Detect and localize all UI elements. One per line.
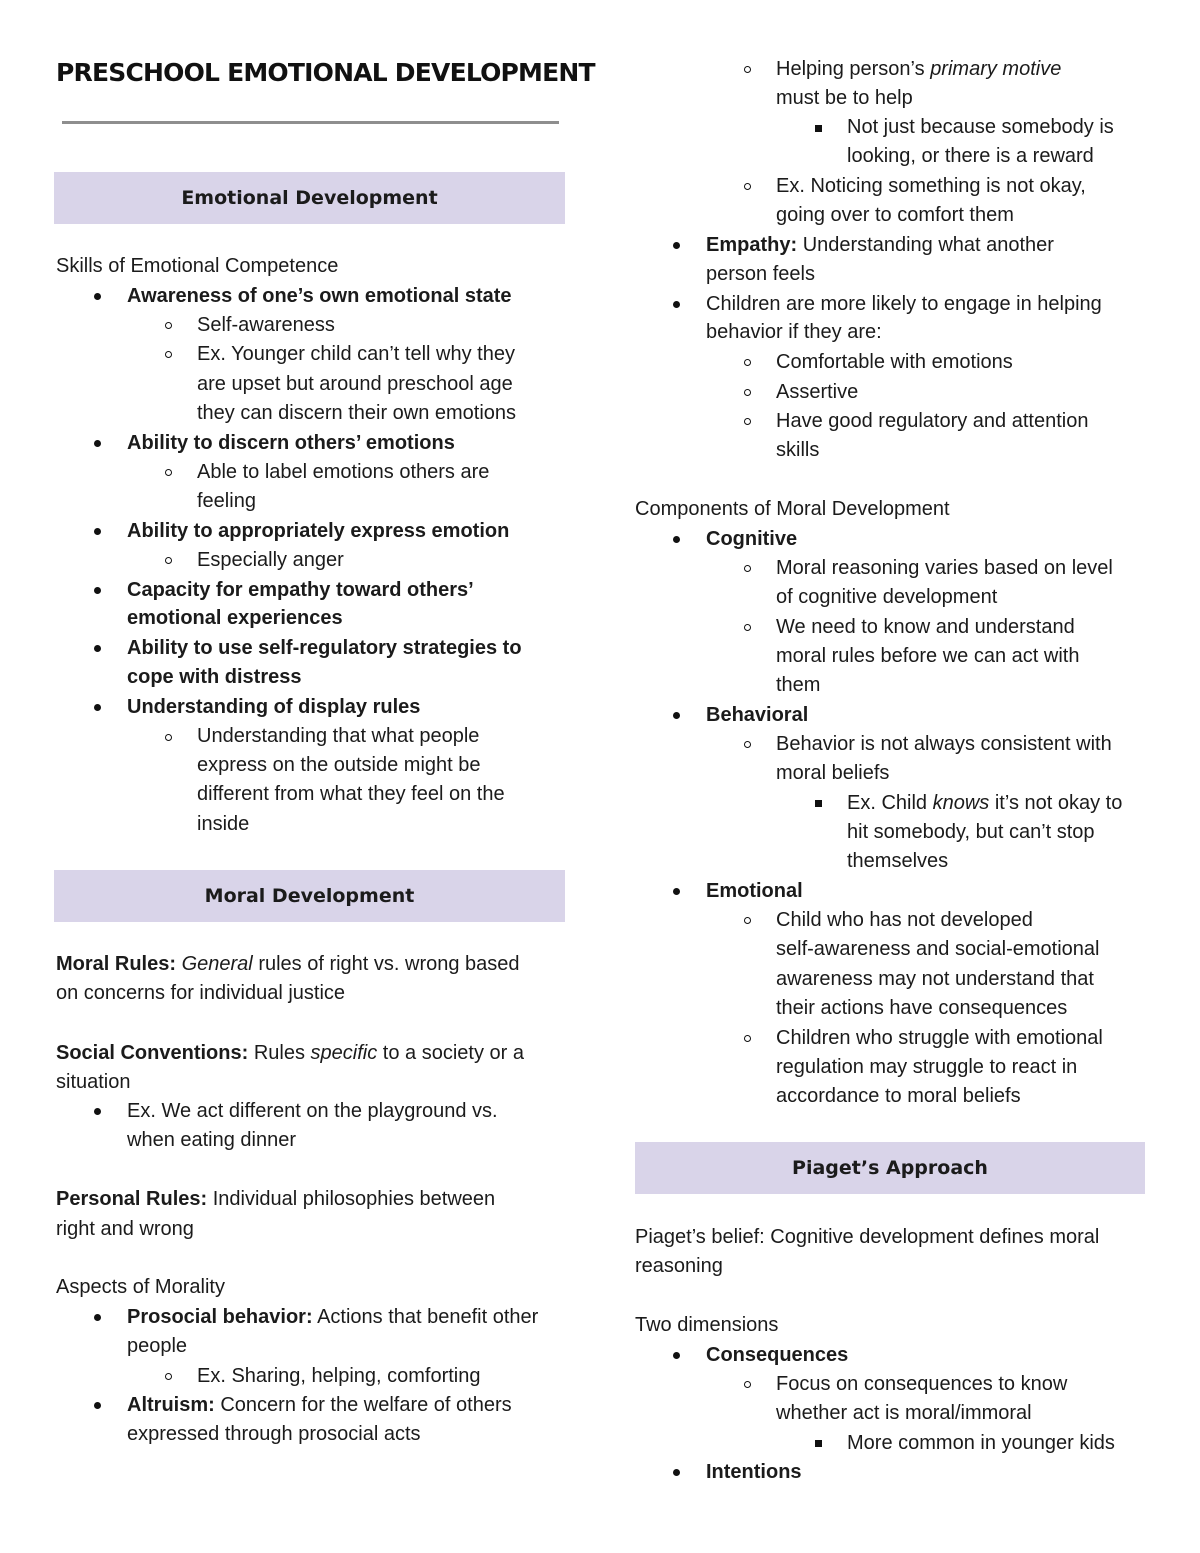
term-label: Prosocial behavior: <box>127 1306 313 1328</box>
list-item-continuation: regulation may struggle to react in <box>776 1056 1078 1078</box>
list-item-continuation: moral beliefs <box>776 762 890 784</box>
bullet-icon <box>673 536 680 543</box>
components-heading: Components of Moral Development <box>635 498 950 520</box>
list-item <box>706 231 1054 261</box>
bullet-icon <box>673 1352 680 1359</box>
bullet-icon <box>94 704 101 711</box>
list-item-continuation: emotional experiences <box>127 607 343 629</box>
definition-continuation: situation <box>56 1071 131 1093</box>
term-label: Social Conventions: <box>56 1042 249 1064</box>
list-item: Child who has not developed <box>776 909 1033 931</box>
list-item-continuation: looking, or there is a reward <box>847 145 1094 167</box>
sub-bullet-icon <box>744 565 751 572</box>
sub-bullet-icon <box>744 1381 751 1388</box>
list-item-continuation: them <box>776 674 821 696</box>
bullet-icon <box>673 712 680 719</box>
list-item-continuation: express on the outside might be <box>197 754 481 776</box>
page-title: PRESCHOOL EMOTIONAL DEVELOPMENT <box>56 58 595 87</box>
skills-heading: Skills of Emotional Competence <box>56 255 339 277</box>
list-item: Have good regulatory and attention <box>776 410 1089 432</box>
definition-continuation: on concerns for individual justice <box>56 982 346 1004</box>
sub-bullet-icon <box>744 183 751 190</box>
square-bullet-icon <box>815 125 822 132</box>
list-item <box>776 55 1061 85</box>
list-item-continuation: their actions have consequences <box>776 997 1068 1019</box>
list-item-continuation: they can discern their own emotions <box>197 402 517 424</box>
list-item: Understanding that what people <box>197 725 480 747</box>
list-item: Children are more likely to engage in helping <box>706 293 1102 315</box>
list-item <box>847 789 1122 819</box>
list-item <box>127 1391 512 1421</box>
square-bullet-icon <box>815 1440 822 1447</box>
list-item: Ex. Younger child can’t tell why they <box>197 343 515 365</box>
list-item: Not just because somebody is <box>847 116 1114 138</box>
list-item-continuation: inside <box>197 813 250 835</box>
list-item-continuation: skills <box>776 439 820 461</box>
list-item-continuation: feeling <box>197 490 256 512</box>
definition-continuation: right and wrong <box>56 1218 194 1240</box>
sub-bullet-icon <box>744 389 751 396</box>
list-item-continuation: accordance to moral beliefs <box>776 1085 1021 1107</box>
list-item: Cognitive <box>706 528 798 550</box>
emphasis-text: General <box>181 953 253 975</box>
list-item: Comfortable with emotions <box>776 351 1013 373</box>
list-item-continuation: different from what they feel on the <box>197 783 505 805</box>
sub-bullet-icon <box>744 917 751 924</box>
list-item: Assertive <box>776 381 859 403</box>
list-item-continuation: are upset but around preschool age <box>197 373 513 395</box>
bullet-icon <box>673 301 680 308</box>
aspects-heading: Aspects of Morality <box>56 1276 225 1298</box>
emphasis-text: primary motive <box>930 58 1062 80</box>
bullet-icon <box>94 440 101 447</box>
term-label: Empathy: <box>706 234 798 256</box>
list-item: Behavior is not always consistent with <box>776 733 1112 755</box>
definition-continuation: reasoning <box>635 1255 723 1277</box>
definition-text: to a society or a <box>382 1042 524 1064</box>
definition-text: Actions that benefit other <box>317 1306 539 1328</box>
section-header-emotional-development: Emotional Development <box>54 172 565 224</box>
list-item-continuation: people <box>127 1335 188 1357</box>
list-item: Ex. Noticing something is not okay, <box>776 175 1086 197</box>
definition-text: Rules <box>253 1042 305 1064</box>
list-item: Ability to appropriately express emotion <box>127 520 510 542</box>
term-label: Personal Rules: <box>56 1188 208 1210</box>
list-item: We need to know and understand <box>776 616 1075 638</box>
list-item: Behavioral <box>706 704 809 726</box>
list-item: Understanding of display rules <box>127 696 421 718</box>
list-item: Intentions <box>706 1461 802 1483</box>
personal-rules-definition <box>56 1185 495 1215</box>
sub-bullet-icon <box>165 469 172 476</box>
sub-bullet-icon <box>744 359 751 366</box>
list-item-continuation: expressed through prosocial acts <box>127 1423 421 1445</box>
list-item: Consequences <box>706 1344 849 1366</box>
sub-bullet-icon <box>165 351 172 358</box>
list-item: Especially anger <box>197 549 344 571</box>
list-item-continuation: self-awareness and social-emotional <box>776 938 1100 960</box>
square-bullet-icon <box>815 800 822 807</box>
list-item-continuation: hit somebody, but can’t stop <box>847 821 1095 843</box>
two-dimensions-heading: Two dimensions <box>635 1314 779 1336</box>
list-text: Ex. Child <box>847 792 928 814</box>
bullet-icon <box>94 587 101 594</box>
list-item-continuation: whether act is moral/immoral <box>776 1402 1032 1424</box>
list-item-continuation: must be to help <box>776 87 913 109</box>
list-item: Capacity for empathy toward others’ <box>127 579 474 601</box>
list-item: Able to label emotions others are <box>197 461 490 483</box>
list-item <box>127 1303 538 1333</box>
list-item-continuation: person feels <box>706 263 815 285</box>
bullet-icon <box>673 242 680 249</box>
definition-text: rules of right vs. wrong based <box>258 953 520 975</box>
definition-text: Individual philosophies between <box>212 1188 496 1210</box>
sub-bullet-icon <box>165 557 172 564</box>
bullet-icon <box>673 1469 680 1476</box>
bullet-icon <box>94 1402 101 1409</box>
list-item: Ex. Sharing, helping, comforting <box>197 1365 481 1387</box>
list-item-continuation: moral rules before we can act with <box>776 645 1080 667</box>
sub-bullet-icon <box>744 741 751 748</box>
list-item: Emotional <box>706 880 803 902</box>
list-text: it’s not okay to <box>994 792 1123 814</box>
bullet-icon <box>673 888 680 895</box>
piaget-belief: Piaget’s belief: Cognitive development defines moral <box>635 1226 1100 1248</box>
bullet-icon <box>94 1108 101 1115</box>
emphasis-text: knows <box>932 792 990 814</box>
definition-text: Concern for the welfare of others <box>220 1394 512 1416</box>
sub-bullet-icon <box>744 1035 751 1042</box>
sub-bullet-icon <box>165 322 172 329</box>
bullet-icon <box>94 293 101 300</box>
section-header-piagets-approach: Piaget’s Approach <box>635 1142 1145 1194</box>
moral-rules-definition <box>56 950 520 980</box>
list-item-continuation: when eating dinner <box>127 1129 297 1151</box>
list-item: More common in younger kids <box>847 1432 1115 1454</box>
list-item: Focus on consequences to know <box>776 1373 1068 1395</box>
list-text: Helping person’s <box>776 58 925 80</box>
bullet-icon <box>94 528 101 535</box>
sub-bullet-icon <box>744 624 751 631</box>
list-item: Children who struggle with emotional <box>776 1027 1103 1049</box>
list-item: Moral reasoning varies based on level <box>776 557 1113 579</box>
sub-bullet-icon <box>744 66 751 73</box>
bullet-icon <box>94 645 101 652</box>
title-divider <box>62 121 559 124</box>
emphasis-text: specific <box>310 1042 378 1064</box>
sub-bullet-icon <box>165 1373 172 1380</box>
list-item: Self-awareness <box>197 314 335 336</box>
list-item-continuation: cope with distress <box>127 666 302 688</box>
list-item-continuation: behavior if they are: <box>706 321 882 343</box>
bullet-icon <box>94 1314 101 1321</box>
list-item-continuation: of cognitive development <box>776 586 998 608</box>
sub-bullet-icon <box>165 734 172 741</box>
list-item: Ability to use self-regulatory strategies to <box>127 637 522 659</box>
definition-text: Understanding what another <box>802 234 1054 256</box>
list-item-continuation: themselves <box>847 850 949 872</box>
list-item: Ex. We act different on the playground vs. <box>127 1100 498 1122</box>
list-item: Awareness of one’s own emotional state <box>127 285 512 307</box>
list-item: Ability to discern others’ emotions <box>127 432 455 454</box>
social-conventions-definition <box>56 1039 524 1069</box>
term-label: Moral Rules: <box>56 953 177 975</box>
list-item-continuation: going over to comfort them <box>776 204 1014 226</box>
section-header-moral-development: Moral Development <box>54 870 565 922</box>
sub-bullet-icon <box>744 418 751 425</box>
list-item-continuation: awareness may not understand that <box>776 968 1094 990</box>
term-label: Altruism: <box>127 1394 215 1416</box>
